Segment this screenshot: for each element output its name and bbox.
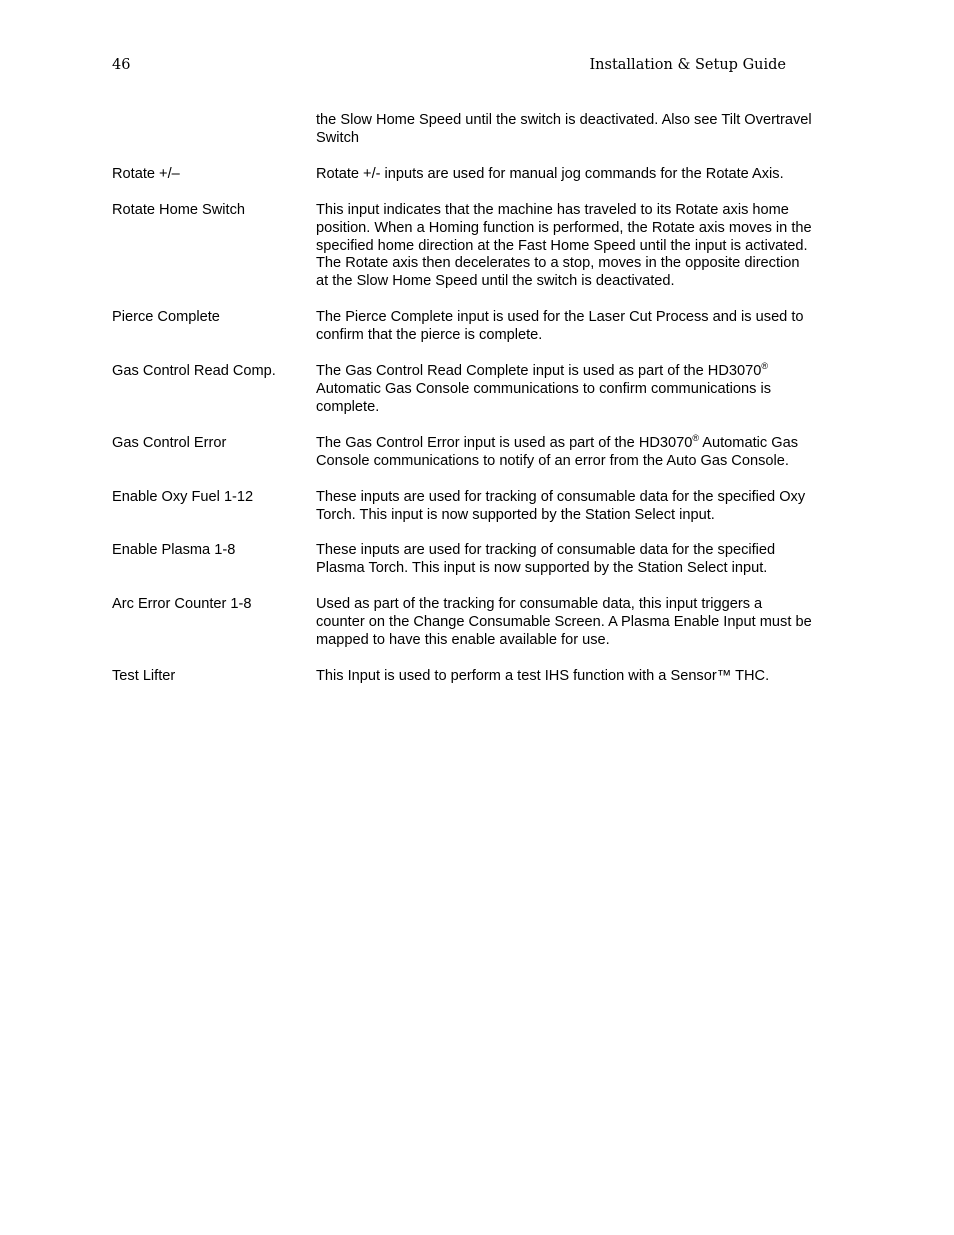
definition-entry bbox=[112, 489, 822, 525]
entry-term: Enable Oxy Fuel 1-12 bbox=[112, 488, 254, 505]
entry-term: Pierce Complete bbox=[112, 309, 220, 326]
page-header bbox=[112, 57, 786, 77]
input-definitions-list bbox=[112, 112, 822, 704]
entry-term: Arc Error Counter 1-8 bbox=[112, 596, 252, 613]
entry-description: These inputs are used for tracking of consumable data for the specified Oxy Torch. This input is now supported by the Station Select input. bbox=[316, 488, 806, 523]
entry-description: These inputs are used for tracking of consumable data for the specified Plasma Torch. This input is now supported by the Station Select input. bbox=[316, 542, 776, 577]
entry-description: This Input is used to perform a test IHS function with a Sensor™ THC. bbox=[316, 667, 770, 684]
description-text: Automatic Gas Console communications to confirm communications is complete. bbox=[316, 380, 772, 415]
entry-term: Gas Control Error bbox=[112, 434, 227, 451]
entry-term: Rotate +/– bbox=[112, 165, 180, 182]
definition-entry bbox=[112, 202, 822, 292]
entry-description: Rotate +/- inputs are used for manual jog commands for the Rotate Axis. bbox=[316, 165, 784, 182]
description-text: The Gas Control Read Complete input is used as part of the HD3070 bbox=[316, 363, 762, 380]
entry-description bbox=[316, 432, 814, 471]
description-text: The Gas Control Error input is used as part of the HD3070 bbox=[316, 434, 693, 451]
entry-term: Enable Plasma 1-8 bbox=[112, 542, 236, 559]
entry-term: Test Lifter bbox=[112, 667, 176, 684]
description-text: Automatic Gas Console communications to notify of an error from the Auto Gas Console. bbox=[316, 434, 798, 469]
entry-description bbox=[316, 363, 814, 417]
definition-entry bbox=[112, 166, 822, 184]
entry-term: Rotate Home Switch bbox=[112, 201, 246, 218]
page-number: 46 bbox=[112, 57, 131, 73]
registered-mark: ® bbox=[761, 361, 768, 372]
definition-entry bbox=[112, 309, 822, 345]
definition-entry bbox=[112, 542, 822, 578]
entry-description: This input indicates that the machine has traveled to its Rotate axis home position. When a Homing function is performed, the Rotate axis moves in the specified home direction at the Fast Home Speed until the input is activated. The Rotate axis then decelerates to a stop, moves in the opposite direction at the Slow Home Speed until the switch is deactivated. bbox=[316, 201, 812, 290]
entry-term bbox=[112, 112, 316, 148]
guide-title: Installation & Setup Guide bbox=[589, 57, 786, 73]
entry-description: The Pierce Complete input is used for the Laser Cut Process and is used to confirm that the pierce is complete. bbox=[316, 309, 804, 344]
entry-description: Used as part of the tracking for consumable data, this input triggers a counter on the Change Consumable Screen. A Plasma Enable Input must be mapped to have this enable available for use. bbox=[316, 596, 812, 649]
definition-entry bbox=[112, 363, 822, 417]
registered-mark: ® bbox=[692, 432, 700, 443]
definition-entry bbox=[112, 596, 822, 650]
definition-entry bbox=[112, 112, 822, 148]
entry-description: the Slow Home Speed until the switch is deactivated. Also see Tilt Overtravel Switch bbox=[316, 112, 812, 146]
definition-entry bbox=[112, 432, 822, 471]
entry-term: Gas Control Read Comp. bbox=[112, 363, 276, 380]
definition-entry bbox=[112, 668, 822, 686]
